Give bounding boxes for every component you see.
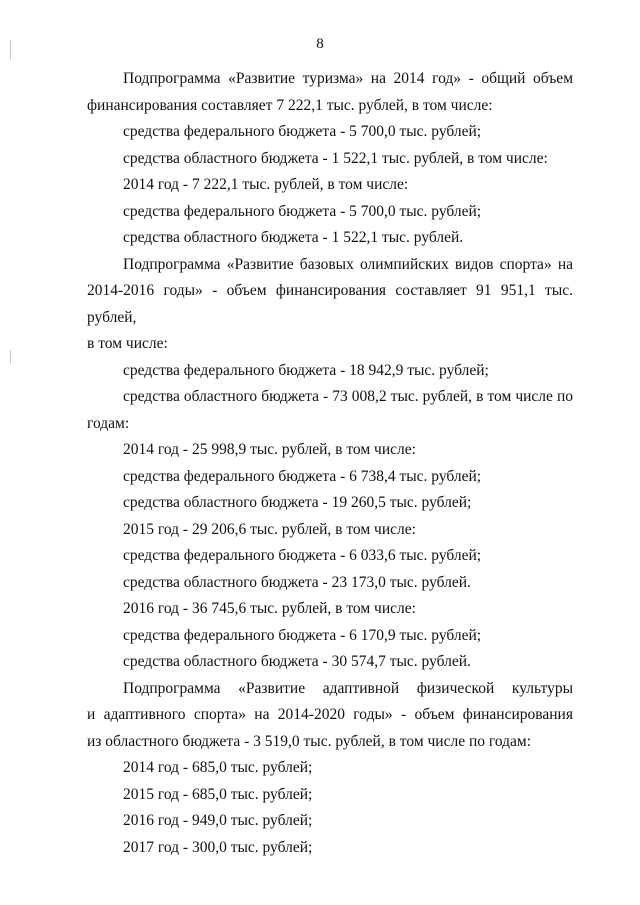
tourism-funding-item: средства федерального бюджета - 5 700,0 тыс. рублей; [123, 202, 482, 220]
tourism-funding-item: 2014 год - 7 222,1 тыс. рублей, в том числе: [123, 176, 409, 193]
tourism-intro-line: финансирования составляет 7 222,1 тыс. рублей, в том числе: [87, 96, 493, 114]
olympic-year-item: средства федерального бюджета - 6 738,4 тыс. рублей; [123, 467, 482, 485]
adaptive-intro-line: из областного бюджета - 3 519,0 тыс. рублей, в том числе по годам: [87, 732, 532, 750]
olympic-funding-item: средства федерального бюджета - 18 942,9 тыс. рублей; [123, 361, 489, 379]
olympic-year-item: средства областного бюджета - 23 173,0 тыс. рублей. [123, 573, 471, 591]
olympic-funding-item: годам: [87, 414, 130, 432]
tourism-intro-line: Подпрограмма «Развитие туризма» на 2014 год» - общий объем [123, 70, 573, 87]
page-number: 8 [316, 36, 324, 52]
olympic-year-item: средства областного бюджета - 30 574,7 тыс. рублей. [123, 653, 471, 670]
adaptive-intro-line: Подпрограмма «Развитие адаптивной физической культуры [123, 679, 573, 697]
olympic-year-item: 2016 год - 36 745,6 тыс. рублей, в том числе: [123, 600, 416, 617]
olympic-year-item: 2014 год - 25 998,9 тыс. рублей, в том числе: [123, 441, 416, 458]
tourism-funding-item: средства областного бюджета - 1 522,1 тыс. рублей, в том числе: [123, 149, 548, 167]
adaptive-year-item: 2016 год - 949,0 тыс. рублей; [123, 812, 313, 829]
olympic-year-item: средства областного бюджета - 19 260,5 тыс. рублей; [123, 494, 472, 511]
olympic-funding-item: средства областного бюджета - 73 008,2 тыс. рублей, в том числе по [123, 388, 573, 405]
olympic-year-item: средства федерального бюджета - 6 033,6 тыс. рублей; [123, 547, 482, 564]
adaptive-year-item: 2017 год - 300,0 тыс. рублей; [123, 838, 313, 856]
olympic-year-item: средства федерального бюджета - 6 170,9 тыс. рублей; [123, 626, 482, 644]
scan-margin-mark [10, 350, 11, 364]
tourism-funding-item: средства федерального бюджета - 5 700,0 тыс. рублей; [123, 123, 482, 140]
olympic-year-item: 2015 год - 29 206,6 тыс. рублей, в том числе: [123, 520, 416, 538]
olympic-intro-line: 2014-2016 годы» - объем финансирования составляет 91 951,1 тыс. рублей, [87, 282, 573, 326]
olympic-intro-line: в том числе: [87, 335, 168, 352]
olympic-intro-line: Подпрограмма «Развитие базовых олимпийских видов спорта» на [123, 255, 573, 273]
document-body [87, 66, 573, 861]
adaptive-year-item: 2014 год - 685,0 тыс. рублей; [123, 759, 313, 776]
tourism-funding-item: средства областного бюджета - 1 522,1 тыс. рублей. [123, 229, 464, 246]
adaptive-year-item: 2015 год - 685,0 тыс. рублей; [123, 785, 313, 803]
adaptive-intro-line: и адаптивного спорта» на 2014-2020 годы» - объем финансирования [87, 706, 573, 723]
